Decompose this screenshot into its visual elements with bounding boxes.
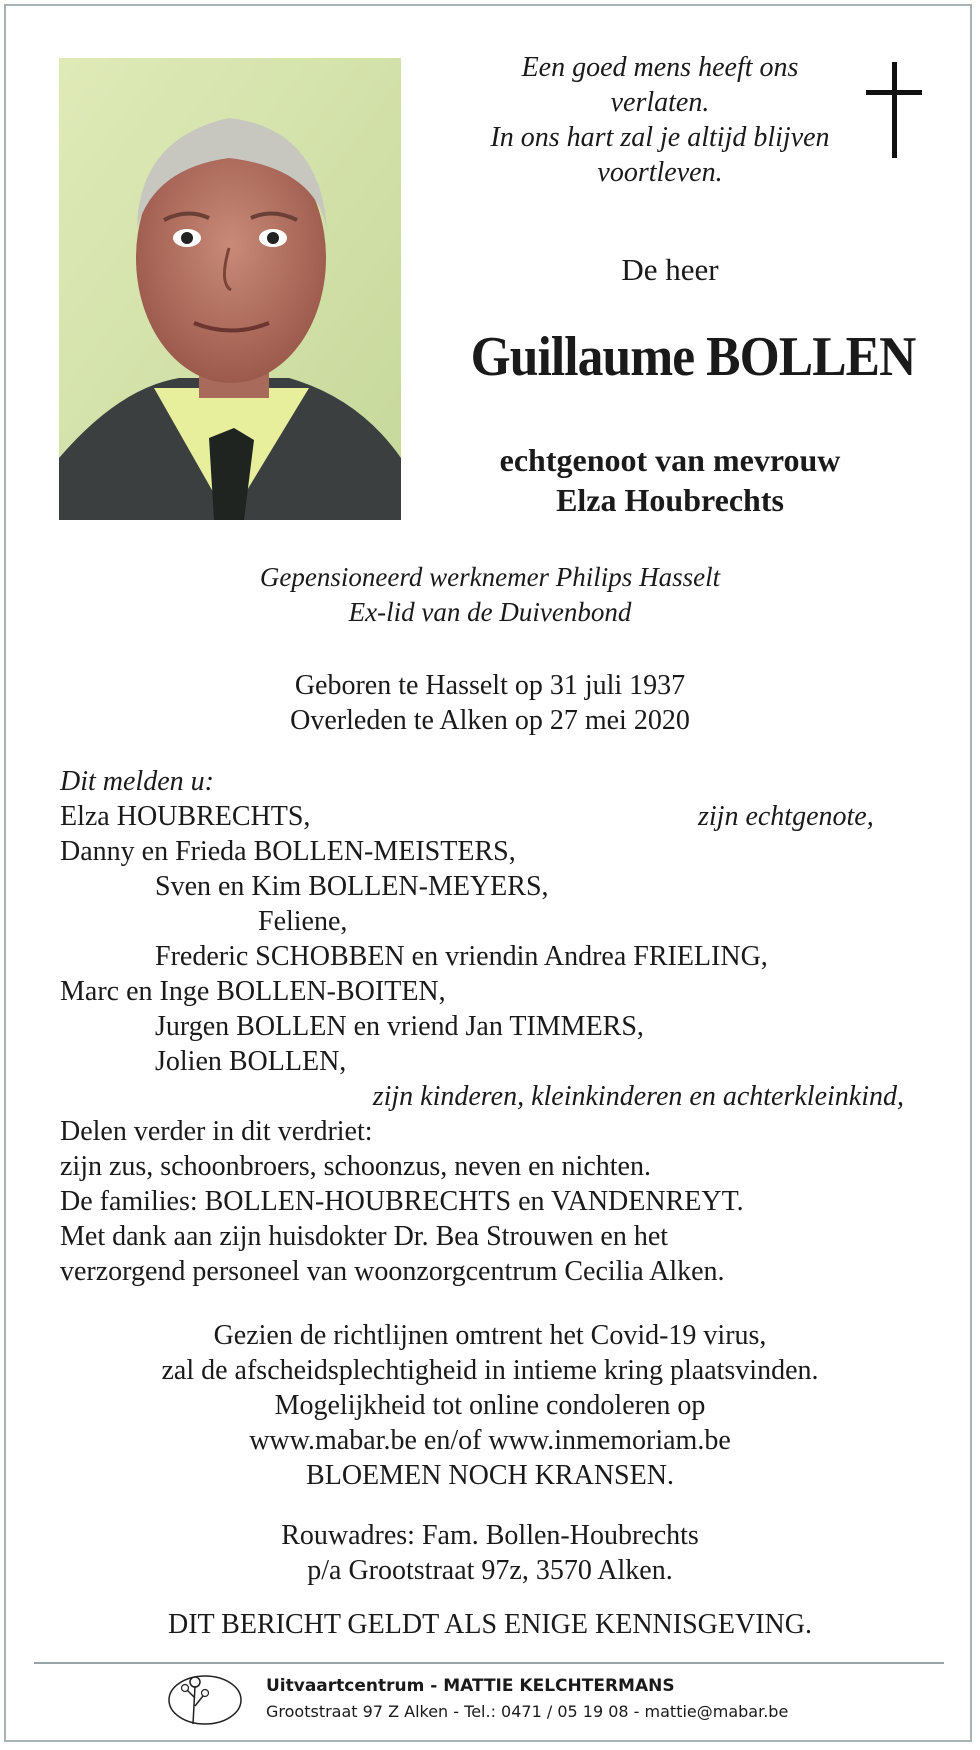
flower-logo-icon: [163, 1668, 243, 1728]
family-line: Met dank aan zijn huisdokter Dr. Bea Strouwen en het: [60, 1221, 669, 1252]
family-line: [60, 1079, 940, 1114]
footer-divider: [34, 1662, 944, 1664]
family-line: Feliene,: [258, 906, 348, 937]
verse: [410, 50, 910, 190]
ceremony-notice: [0, 1318, 980, 1493]
funeral-home-contact: Grootstraat 97 Z Alken - Tel.: 0471 / 05 19 08 - mattie@mabar.be: [266, 1702, 789, 1721]
wife-role: zijn echtgenote,: [698, 801, 874, 832]
career-line: Gepensioneerd werknemer Philips Hasselt: [259, 562, 721, 592]
life-dates: [0, 668, 980, 738]
notice-line: Mogelijkheid tot online condoleren op: [274, 1390, 706, 1421]
wife-name: Elza HOUBRECHTS,: [60, 801, 311, 832]
notice-line: Gezien de richtlijnen omtrent het Covid-19 virus,: [213, 1320, 767, 1351]
family-line: Jurgen BOLLEN en vriend Jan TIMMERS,: [155, 1011, 644, 1042]
family-line: Frederic SCHOBBEN en vriendin Andrea FRIELING,: [155, 941, 768, 972]
cross-icon: [864, 60, 924, 160]
address-line: Rouwadres: Fam. Bollen-Houbrechts: [281, 1520, 699, 1551]
birth-line: Geboren te Hasselt op 31 juli 1937: [294, 670, 686, 701]
verse-line: voortleven.: [597, 157, 723, 188]
honorific: De heer: [621, 252, 719, 287]
address-line: p/a Grootstraat 97z, 3570 Alken.: [307, 1555, 673, 1586]
family-line: Marc en Inge BOLLEN-BOITEN,: [60, 976, 446, 1007]
family-line: Danny en Frieda BOLLEN-MEISTERS,: [60, 836, 516, 867]
spouse-line: Elza Houbrechts: [556, 482, 784, 518]
verse-line: verlaten.: [610, 87, 710, 118]
family-line: Sven en Kim BOLLEN-MEYERS,: [155, 871, 549, 902]
family-line: Delen verder in dit verdriet:: [60, 1116, 373, 1147]
verse-line: In ons hart zal je altijd blijven: [490, 122, 830, 153]
family-line: zijn zus, schoonbroers, schoonzus, neven en nichten.: [60, 1151, 651, 1182]
career-info: [0, 560, 980, 630]
family-line: [60, 799, 940, 834]
deceased-name: Guillaume BOLLEN: [470, 326, 916, 388]
funeral-home-name: Uitvaartcentrum - MATTIE KELCHTERMANS: [266, 1676, 675, 1696]
children-role: zijn kinderen, kleinkinderen en achterkleinkind,: [372, 1081, 904, 1112]
notice-line: BLOEMEN NOCH KRANSEN.: [306, 1460, 674, 1491]
death-line: Overleden te Alken op 27 mei 2020: [290, 705, 690, 736]
family-line: De families: BOLLEN-HOUBRECHTS en VANDENREYT.: [60, 1186, 744, 1217]
notice-websites: www.mabar.be en/of www.inmemoriam.be: [249, 1425, 731, 1456]
final-notice: DIT BERICHT GELDT ALS ENIGE KENNISGEVING.: [168, 1609, 812, 1640]
verse-line: Een goed mens heeft ons: [521, 52, 799, 83]
spouse-line: echtgenoot van mevrouw: [499, 442, 841, 478]
family-line: verzorgend personeel van woonzorgcentrum Cecilia Alken.: [60, 1256, 725, 1287]
career-line: Ex-lid van de Duivenbond: [348, 597, 632, 627]
family-intro: Dit melden u:: [60, 766, 214, 797]
mourning-address: [0, 1518, 980, 1588]
portrait-photo: [59, 58, 401, 520]
family-line: Jolien BOLLEN,: [155, 1046, 347, 1077]
notice-line: zal de afscheidsplechtigheid in intieme kring plaatsvinden.: [161, 1355, 819, 1386]
family-list: [60, 764, 940, 1289]
spouse-info: [410, 440, 930, 520]
